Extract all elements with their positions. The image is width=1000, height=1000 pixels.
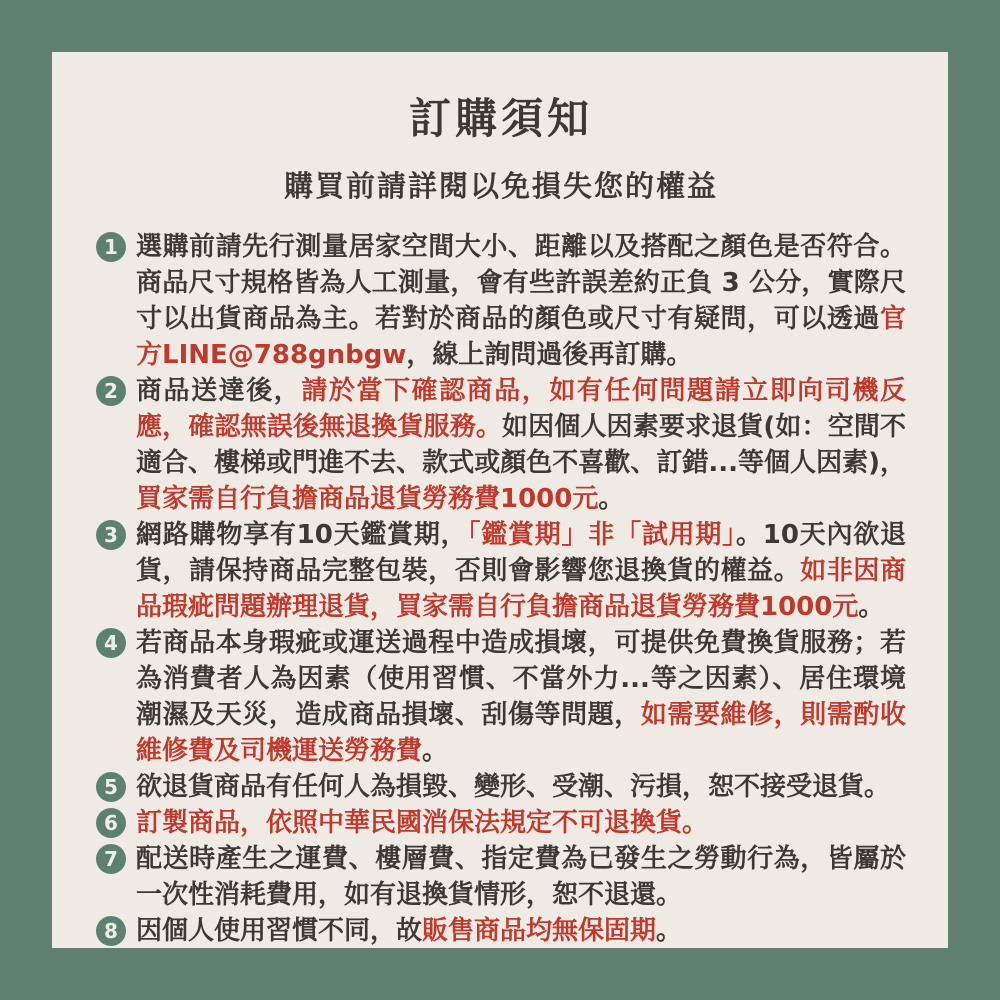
text-segment-dark: 。 (656, 916, 683, 946)
text-segment-red: 如非因商品瑕疵問題辦理退貨，買家需自行負擔商品退貨勞務費1000元 (136, 556, 906, 622)
item-number-badge: 2 (96, 376, 126, 406)
notice-item-4 (96, 625, 906, 769)
item-number-badge: 4 (96, 628, 126, 658)
text-segment-red: 如需要維修，則需酌收維修費及司機運送勞務費 (136, 700, 906, 766)
text-segment-dark: 如因個人因素要求退貨(如：空間不適合、樓梯或門進不去、款式或顏色不喜歡、訂錯...等個人因素)， (136, 412, 906, 478)
page-title: 訂購須知 (408, 94, 593, 143)
text-segment-dark: 若商品本身瑕疵或運送過程中造成損壞，可提供免費換貨服務；若為消費者人為因素（使用習慣、不當外力...等之因素）、居住環境潮濕及天災，造成商品損壞、刮傷等問題， (136, 628, 906, 730)
notice-item-3 (96, 517, 906, 625)
text-segment-red: 官方LINE@788gnbgw (136, 304, 906, 370)
notice-list (96, 229, 906, 948)
item-text (136, 229, 906, 373)
notice-card (52, 52, 948, 948)
text-segment-red: 請於當下確認商品，如有任何問題請立即向司機反應，確認無誤後無退換貨服務。 (136, 376, 906, 442)
text-segment-dark: 選購前請先行測量居家空間大小、距離以及搭配之顏色是否符合。商品尺寸規格皆為人工測量，會有些許誤差約正負 3 公分，實際尺寸以出貨商品為主。若對於商品的顏色或尺寸有疑問，可以透過 (136, 232, 906, 334)
item-number-badge: 5 (96, 772, 126, 802)
text-segment-dark: 欲退貨商品有任何人為損毀、變形、受潮、污損，恕不接受退貨。 (136, 772, 891, 802)
page-subtitle: 購買前請詳閱以免損失您的權益 (283, 169, 718, 203)
text-segment-red: 買家需自行負擔商品退貨勞務費1000元 (136, 484, 599, 514)
notice-item-6 (96, 805, 906, 841)
text-segment-dark: 配送時產生之運費、樓層費、指定費為已發生之勞動行為，皆屬於一次性消耗費用，如有退換貨情形，恕不退還。 (136, 844, 906, 910)
notice-item-1 (96, 229, 906, 373)
item-text (136, 625, 906, 769)
notice-item-2 (96, 373, 906, 517)
item-number-badge: 7 (96, 844, 126, 874)
text-segment-dark: 網路購物享有10天鑑賞期， (136, 520, 468, 550)
notice-item-7 (96, 841, 906, 913)
text-segment-dark: 。 (598, 484, 625, 514)
item-text (136, 769, 906, 805)
text-segment-red: 販售商品均無保固期 (422, 916, 657, 946)
item-text (136, 841, 906, 913)
item-text (136, 913, 906, 948)
item-text (136, 517, 906, 625)
text-segment-dark: 。 (858, 592, 885, 622)
text-segment-red: 訂製商品，依照中華民國消保法規定不可退換貨。 (136, 808, 709, 838)
item-number-badge: 1 (96, 232, 126, 262)
text-segment-dark: ，線上詢問過後再訂購。 (406, 340, 693, 370)
text-segment-dark: 。 (422, 736, 449, 766)
item-number-badge: 3 (96, 520, 126, 550)
text-segment-dark: 。10天內欲退貨，請保持商品完整包裝，否則會影響您退換貨的權益。 (136, 520, 906, 586)
text-segment-red: 「鑑賞期」非「試用期」 (467, 520, 736, 550)
notice-item-5 (96, 769, 906, 805)
text-segment-dark: 因個人使用習慣不同，故 (136, 916, 423, 946)
item-text (136, 805, 906, 841)
item-number-badge: 8 (96, 916, 126, 946)
text-segment-dark: 商品送達後， (136, 376, 302, 406)
item-text (136, 373, 906, 517)
notice-item-8 (96, 913, 906, 948)
item-number-badge: 6 (96, 808, 126, 838)
